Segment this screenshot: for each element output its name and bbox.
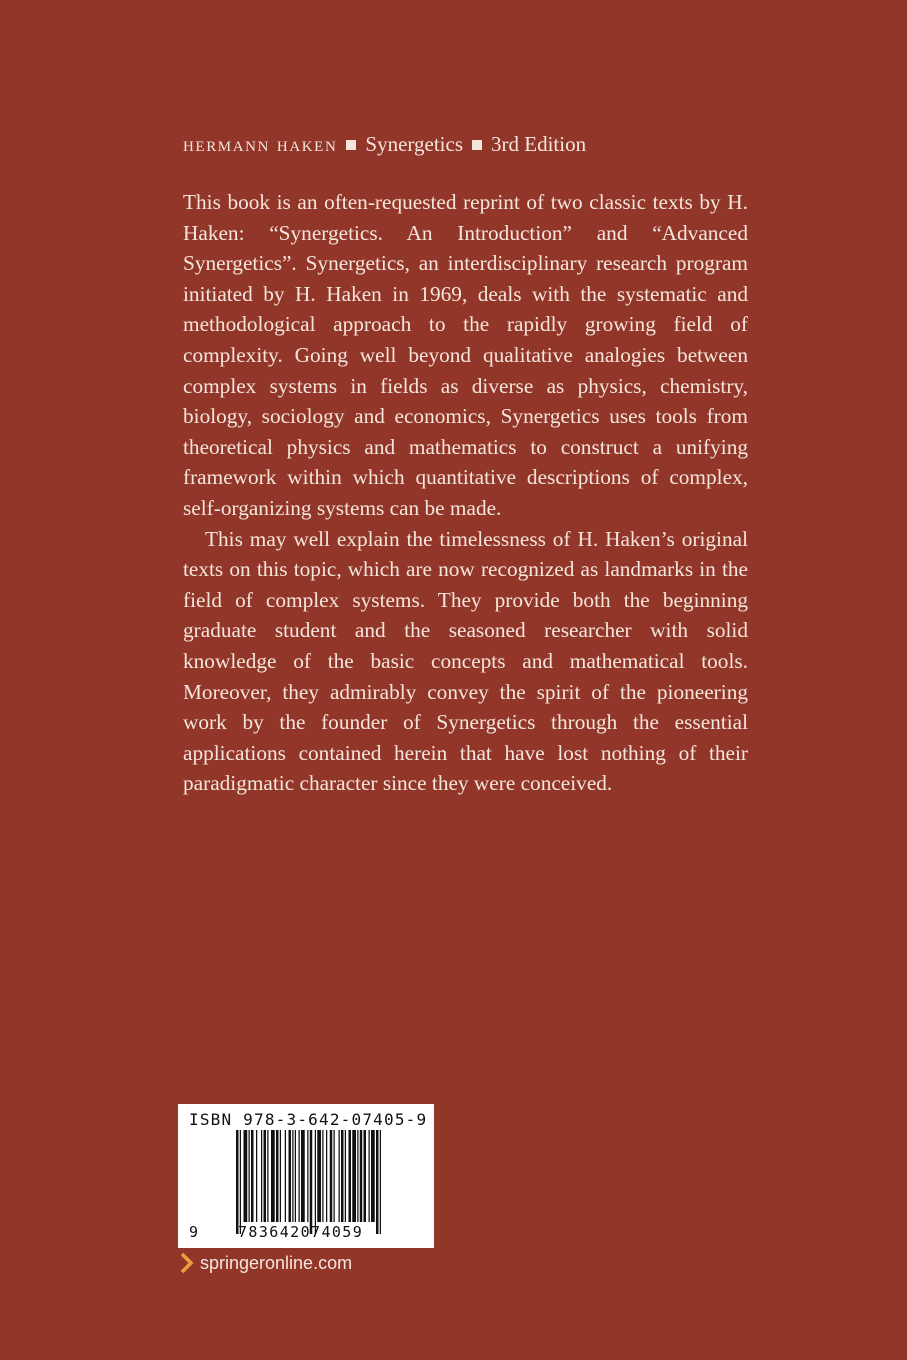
barcode-bar [339,1130,340,1222]
description-paragraph-2: This may well explain the timelessness of H. Haken’s original texts on this topic, which are now recognized as landmarks in the field of complex systems. They provide both the beginning graduate student and the seasoned researcher with solid knowledge of the basic concepts and mathematical tools. Moreover, they admirably convey the spirit of the pioneering work by the founder of Synergetics through the essential applications contained herein that have lost nothing of their paradigmatic character since they were conceived. [183,526,748,796]
barcode-bar [276,1130,279,1222]
barcode-bar [317,1130,321,1222]
barcode-bar [244,1130,248,1222]
barcode-bar [315,1130,316,1234]
barcode-bar [280,1130,281,1222]
barcode-bar [236,1130,239,1234]
square-bullet-icon [472,140,482,150]
book-title: Synergetics [365,132,463,156]
barcode-bar [295,1130,296,1222]
barcode-bar [376,1130,379,1234]
barcode-bar [249,1130,250,1222]
barcode-bar [341,1130,344,1222]
barcode-box [178,1104,434,1248]
barcode-bar [326,1130,327,1222]
barcode-bar [292,1130,293,1222]
barcode-bar [364,1130,367,1222]
barcode-bar [307,1130,308,1222]
barcode-bar [271,1130,275,1222]
barcode-bar [251,1130,254,1222]
barcode-bar [371,1130,375,1222]
barcode-bar [345,1130,346,1222]
book-description [183,187,748,799]
barcode-bar [261,1130,262,1222]
barcode-bar [240,1130,241,1234]
ean-first-digit: 9 [189,1223,199,1241]
barcode-bar [301,1130,305,1222]
ean-digits: 783642074059 [238,1223,364,1241]
website-text: springeronline.com [200,1252,353,1273]
barcode-bar [310,1130,313,1234]
isbn-label: ISBN 978-3-642-07405-9 [189,1110,428,1129]
barcode-bar [289,1130,292,1222]
barcode-bar [380,1130,381,1234]
description-paragraph-1: This book is an often-requested reprint of two classic texts by H. Haken: “Synergetics. An Introduction” and “Advanced Synergetics”. Synergetics, an interdisciplinary research program initiated by H. Haken in 1969, deals with the systematic and methodological approach to the rapidly growing field of complexity. Going well beyond qualitative analogies between complex systems in fields as diverse as physics, chemistry, biology, sociology and economics, Synergetics uses tools from theoretical physics and mathematics to construct a unifying framework within which quantitative descriptions of complex, self-organizing systems can be made. [183,190,748,520]
square-bullet-icon [346,140,356,150]
barcode-bar [322,1130,323,1222]
barcode-bar [360,1130,363,1222]
barcode-bar [330,1130,333,1222]
barcode-bar [349,1130,352,1222]
cover-header [183,130,743,158]
barcode-bar [285,1130,286,1222]
edition-label: 3rd Edition [491,132,587,156]
barcode-bar [357,1130,358,1222]
barcode-bar [256,1130,257,1222]
barcode-bar [267,1130,268,1222]
barcode-bar [264,1130,267,1222]
barcode-bar [334,1130,335,1222]
publisher-website[interactable] [180,1252,352,1274]
chevron-right-icon [180,1252,194,1274]
barcode-bar [299,1130,300,1222]
author-name: hermann haken [183,132,338,156]
barcode-bar [352,1130,356,1222]
barcode-bar [369,1130,370,1222]
